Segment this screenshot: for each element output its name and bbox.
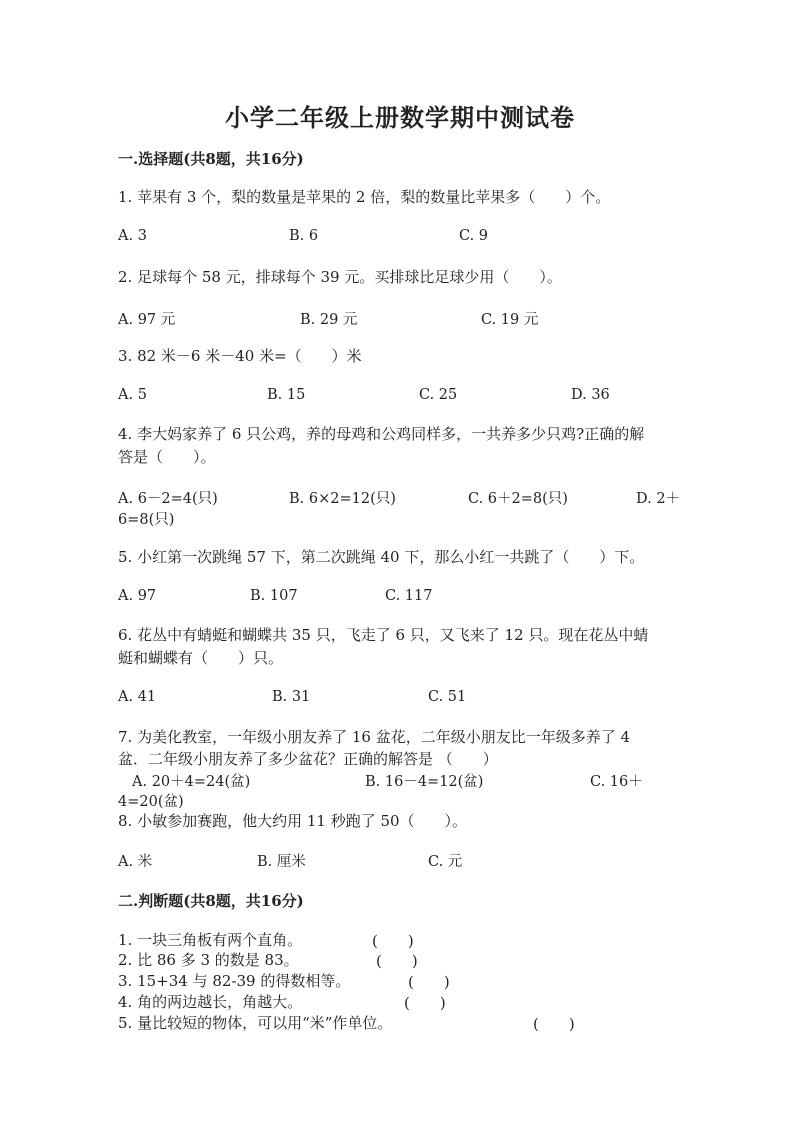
- question-5: 5. 小红第一次跳绳 57 下，第二次跳绳 40 下，那么小红一共跳了（ ）下。: [118, 548, 645, 566]
- question-7-option-b[interactable]: B. 16－4=12(盆): [365, 774, 484, 790]
- question-8: 8. 小敏参加赛跑，他大约用 11 秒跑了 50（ ）。: [118, 812, 468, 830]
- question-1: 1. 苹果有 3 个，梨的数量是苹果的 2 倍，梨的数量比苹果多（ ）个。: [118, 188, 611, 206]
- question-4-option-b[interactable]: B. 6×2=12(只): [289, 491, 396, 507]
- judgement-item-1: 1. 一块三角板有两个直角。: [118, 931, 303, 949]
- question-5-option-b[interactable]: B. 107: [250, 588, 298, 604]
- question-8-option-c[interactable]: C. 元: [428, 854, 463, 870]
- question-4-option-c[interactable]: C. 6＋2=8(只): [468, 491, 568, 507]
- question-6-option-b[interactable]: B. 31: [272, 689, 311, 705]
- judgement-item-4: 4. 角的两边越长，角越大。: [118, 993, 303, 1011]
- judgement-answer-4[interactable]: ( ): [404, 994, 446, 1012]
- question-3-option-c[interactable]: C. 25: [419, 387, 458, 403]
- question-8-option-a[interactable]: A. 米: [118, 854, 153, 870]
- judgement-answer-2[interactable]: ( ): [376, 952, 418, 970]
- judgement-item-3: 3. 15+34 与 82-39 的得数相等。: [118, 972, 351, 990]
- question-4-option-d-wrap: 6=8(只): [118, 512, 175, 528]
- question-1-option-b[interactable]: B. 6: [289, 228, 319, 244]
- question-1-option-a[interactable]: A. 3: [118, 228, 147, 244]
- judgement-item-2: 2. 比 86 多 3 的数是 83。: [118, 951, 299, 969]
- question-4-option-d[interactable]: D. 2＋: [636, 491, 681, 507]
- question-2-option-b[interactable]: B. 29 元: [300, 312, 358, 328]
- judgement-answer-1[interactable]: ( ): [372, 932, 414, 950]
- question-6-option-a[interactable]: A. 41: [118, 689, 157, 705]
- question-8-option-b[interactable]: B. 厘米: [257, 854, 306, 870]
- question-5-option-a[interactable]: A. 97: [118, 588, 157, 604]
- question-2: 2. 足球每个 58 元，排球每个 39 元。买排球比足球少用（ ）。: [118, 268, 562, 286]
- question-3-option-b[interactable]: B. 15: [267, 387, 306, 403]
- question-7-option-a[interactable]: A. 20＋4=24(盆): [132, 774, 251, 790]
- question-6-option-c[interactable]: C. 51: [428, 689, 467, 705]
- question-2-option-a[interactable]: A. 97 元: [118, 312, 176, 328]
- question-3-option-a[interactable]: A. 5: [118, 387, 147, 403]
- page-title: 小学二年级上册数学期中测试卷: [225, 103, 575, 132]
- question-3-option-d[interactable]: D. 36: [571, 387, 610, 403]
- question-4-line-1: 4. 李大妈家养了 6 只公鸡，养的母鸡和公鸡同样多，一共养多少只鸡?正确的解: [118, 425, 645, 443]
- question-7-line-1: 7. 为美化教室，一年级小朋友养了 16 盆花，二年级小朋友比一年级多养了 4: [118, 728, 631, 746]
- question-1-option-c[interactable]: C. 9: [459, 228, 489, 244]
- question-7-line-2: 盆．二年级小朋友养了多少盆花？正确的解答是 （ ）: [118, 750, 498, 768]
- question-7-option-c[interactable]: C. 16＋: [590, 774, 643, 790]
- question-2-option-c[interactable]: C. 19 元: [481, 312, 539, 328]
- question-5-option-c[interactable]: C. 117: [385, 588, 433, 604]
- question-3: 3. 82 米－6 米－40 米=（ ）米: [118, 347, 362, 365]
- judgement-item-5: 5. 量比较短的物体，可以用“米”作单位。: [118, 1014, 393, 1032]
- section-heading-true-false: 二.判断题(共8题，共16分): [118, 892, 304, 910]
- question-4-line-2: 答是（ ）。: [118, 448, 216, 466]
- judgement-answer-3[interactable]: ( ): [408, 973, 450, 991]
- judgement-answer-5[interactable]: ( ): [533, 1015, 575, 1033]
- question-7-option-c-wrap: 4=20(盆): [118, 794, 184, 810]
- question-4-option-a[interactable]: A. 6－2=4(只): [118, 491, 218, 507]
- question-6-line-1: 6. 花丛中有蜻蜓和蝴蝶共 35 只，飞走了 6 只，又飞来了 12 只。现在花丛中蜻: [118, 626, 649, 644]
- section-heading-choice: 一.选择题(共8题，共16分): [118, 150, 304, 168]
- question-6-line-2: 蜓和蝴蝶有（ ）只。: [118, 649, 284, 667]
